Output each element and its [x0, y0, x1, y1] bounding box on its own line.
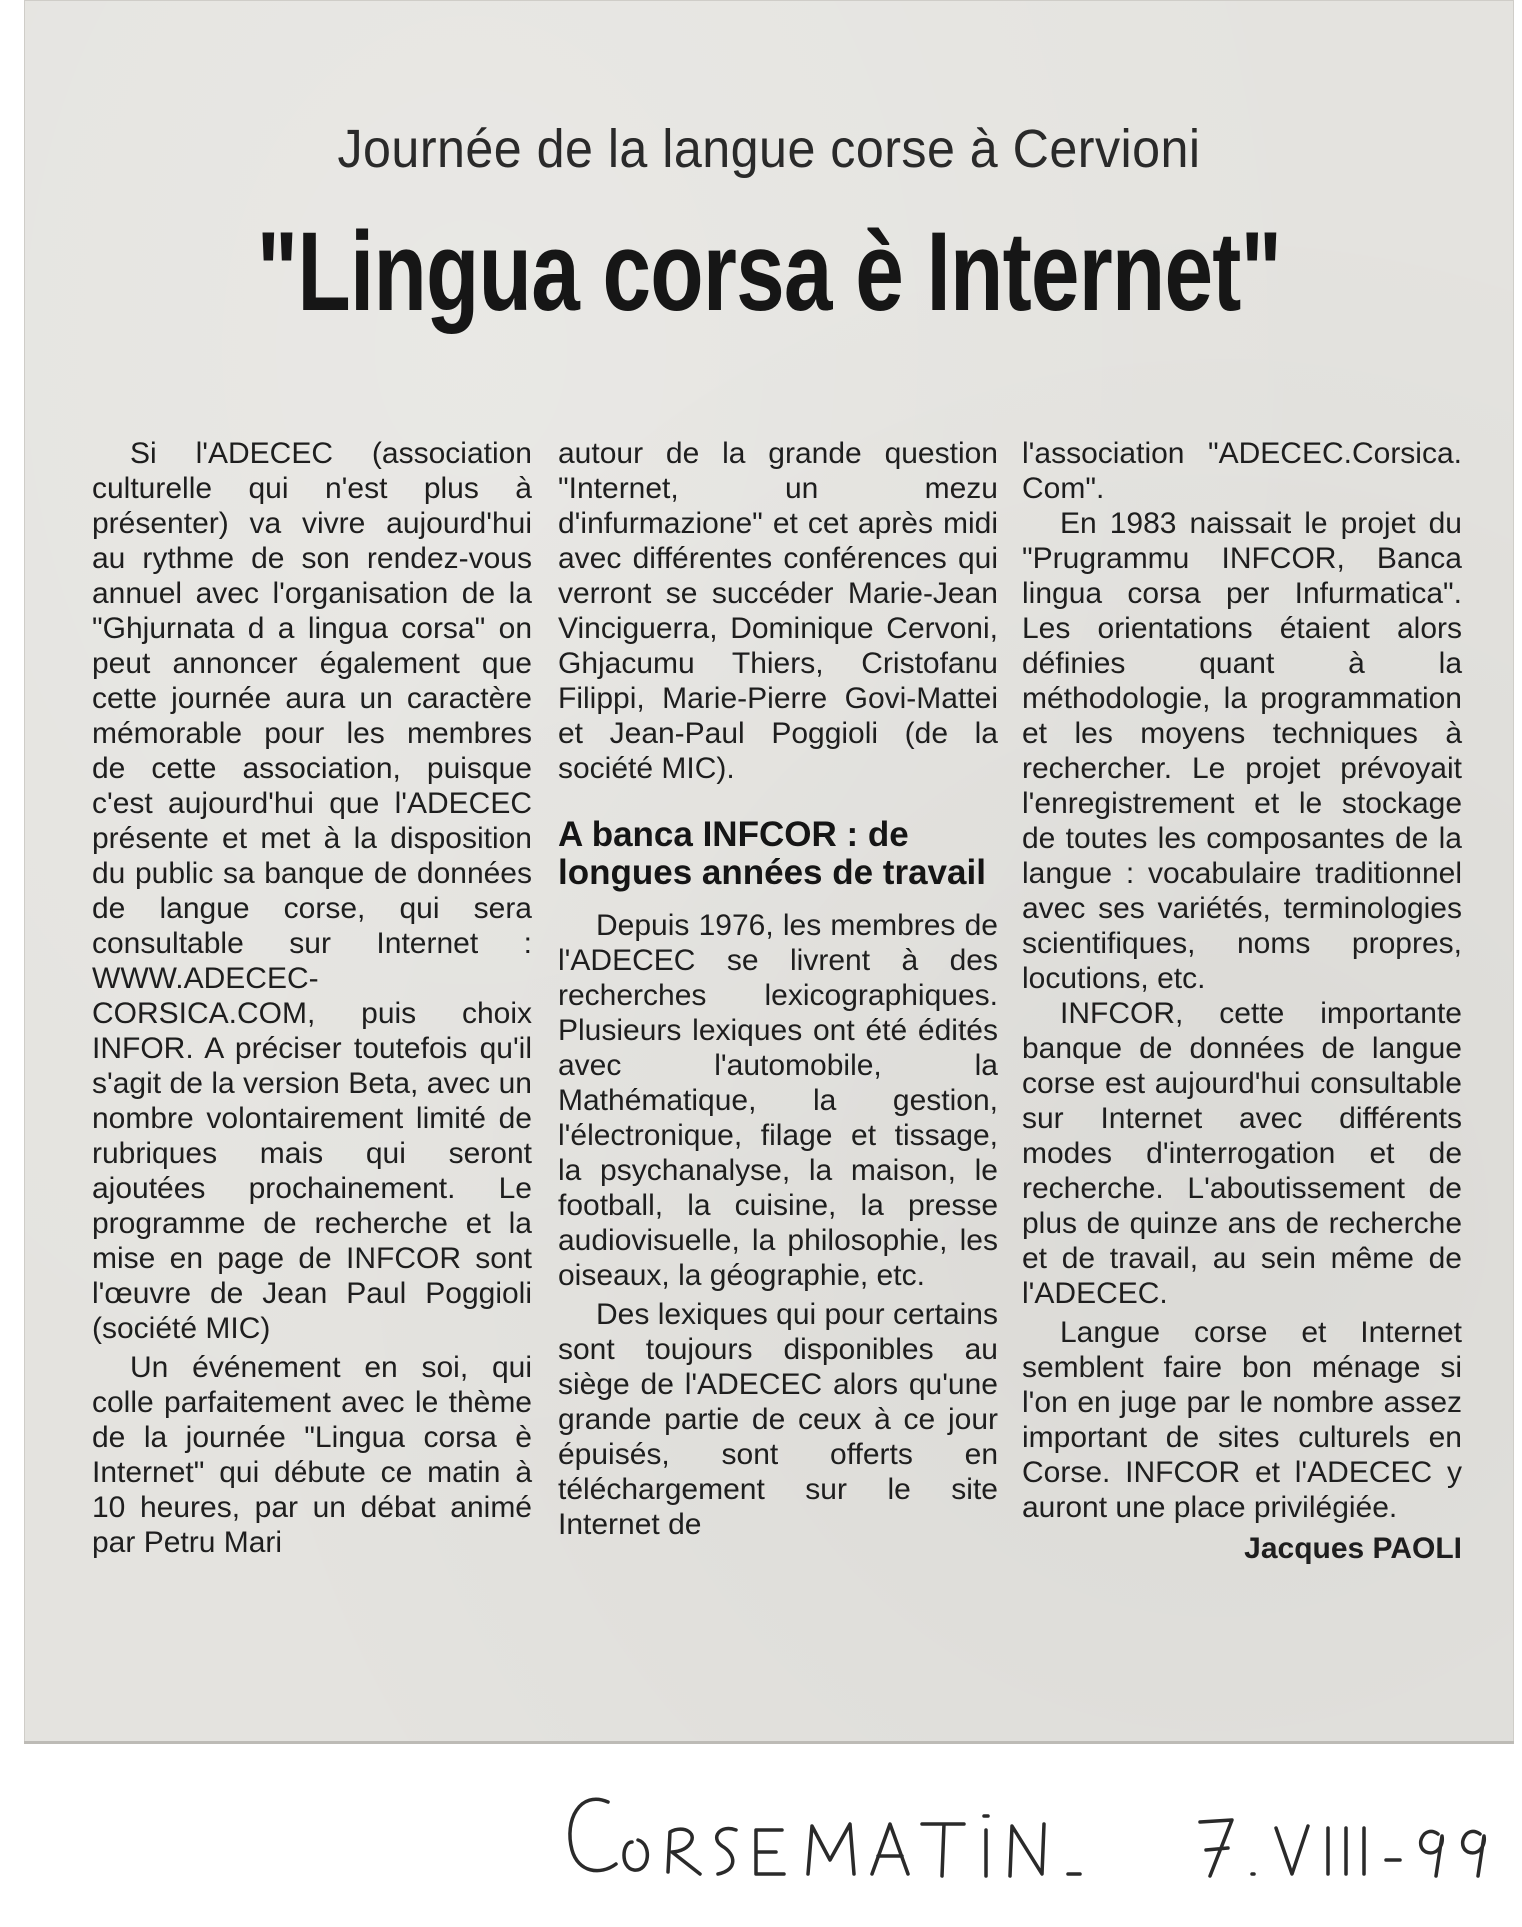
article-column-1 — [92, 436, 532, 1560]
column-3-paragraph-2: En 1983 naissait le projet du "Prugrammu INFCOR, Banca lingua corsa per Infurmatica". Les orientations étaient alors définies quant à la méthodologie, la programmation et les moyens techniques à rechercher. Le projet prévoyait l'enregistrement et le stockage de toutes les composantes de la langue : vocabulaire traditionnel avec ses variétés, terminologies scientifiques, noms propres, locutions, etc. — [1022, 507, 1462, 995]
section-heading-infcor: A banca INFCOR : de longues années de travail — [558, 815, 986, 892]
column-1-paragraph-2: Un événement en soi, qui colle parfaitement avec le thème de la journée "Lingua corsa è Internet" qui débute ce matin à 10 heures, par un débat animé par Petru Mari — [92, 1351, 532, 1559]
column-1-paragraph-1: Si l'ADECEC (association culturelle qui n'est plus à présenter) va vivre aujourd'hui au rythme de son rendez-vous annuel avec l'organisation de la "Ghjurnata d a lingua corsa" on peut annoncer également que cette journée aura un caractère mémorable pour les membres de cette association, puisque c'est aujourd'hui que l'ADECEC présente et met à la disposition du public sa banque de données de langue corse, qui sera consultable sur Internet : WWW.ADECEC-CORSICA.COM, puis choix INFOR. A préciser toutefois qu'il s'agit de la version Beta, avec un nombre volontairement limité de rubriques mais qui seront ajoutées prochainement. Le programme de recherche et la mise en page de INFCOR sont l'œuvre de Jean Paul Poggioli (société MIC) — [92, 437, 532, 1345]
author-signature: Jacques PAOLI — [1244, 1532, 1462, 1565]
column-2-paragraph-1: autour de la grande question "Internet, un mezu d'infurmazione" et cet après midi avec différentes conférences qui verront se succéder Marie-Jean Vinciguerra, Dominique Cervoni, Ghjacumu Thiers, Cristofanu Filippi, Marie-Pierre Govi-Mattei et Jean-Paul Poggioli (de la société MIC). — [558, 437, 998, 785]
handwritten-note-drawing — [560, 1780, 1500, 1890]
column-2-paragraph-2: Depuis 1976, les membres de l'ADECEC se livrent à des recherches lexicographiques. Plusieurs lexiques ont été édités avec l'automobile, la Mathématique, la gestion, l'électronique, filage et tissage, la psychanalyse, la maison, le football, la cuisine, la presse audiovisuelle, la philosophie, les oiseaux, la géographie, etc. — [558, 909, 998, 1292]
article-headline: "Lingua corsa è Internet" — [256, 209, 1282, 334]
handwritten-source-note — [560, 1780, 1500, 1890]
column-3-paragraph-1: l'association "ADECEC.Corsica. Com". — [1022, 437, 1462, 505]
clipping-bottom-edge — [24, 1741, 1514, 1744]
column-3-paragraph-3: INFCOR, cette importante banque de données de langue corse est aujourd'hui consultable sur Internet avec différents modes d'interrogation et de recherche. L'aboutissement de plus de quinze ans de recherche et de travail, au sein même de l'ADECEC. — [1022, 997, 1462, 1310]
article-subtitle: Journée de la langue corse à Cervioni — [337, 119, 1201, 179]
article-column-3 — [1022, 436, 1462, 1566]
newspaper-clipping — [24, 0, 1514, 1742]
article-column-2 — [558, 436, 998, 1542]
column-2-paragraph-3: Des lexiques qui pour certains sont toujours disponibles au siège de l'ADECEC alors qu'une grande partie de ceux à ce jour épuisés, sont offerts en téléchargement sur le site Internet de — [558, 1298, 998, 1541]
column-3-paragraph-4: Langue corse et Internet semblent faire bon ménage si l'on en juge par le nombre assez important de sites culturels en Corse. INFCOR et l'ADECEC y auront une place privilégiée. — [1022, 1316, 1462, 1524]
